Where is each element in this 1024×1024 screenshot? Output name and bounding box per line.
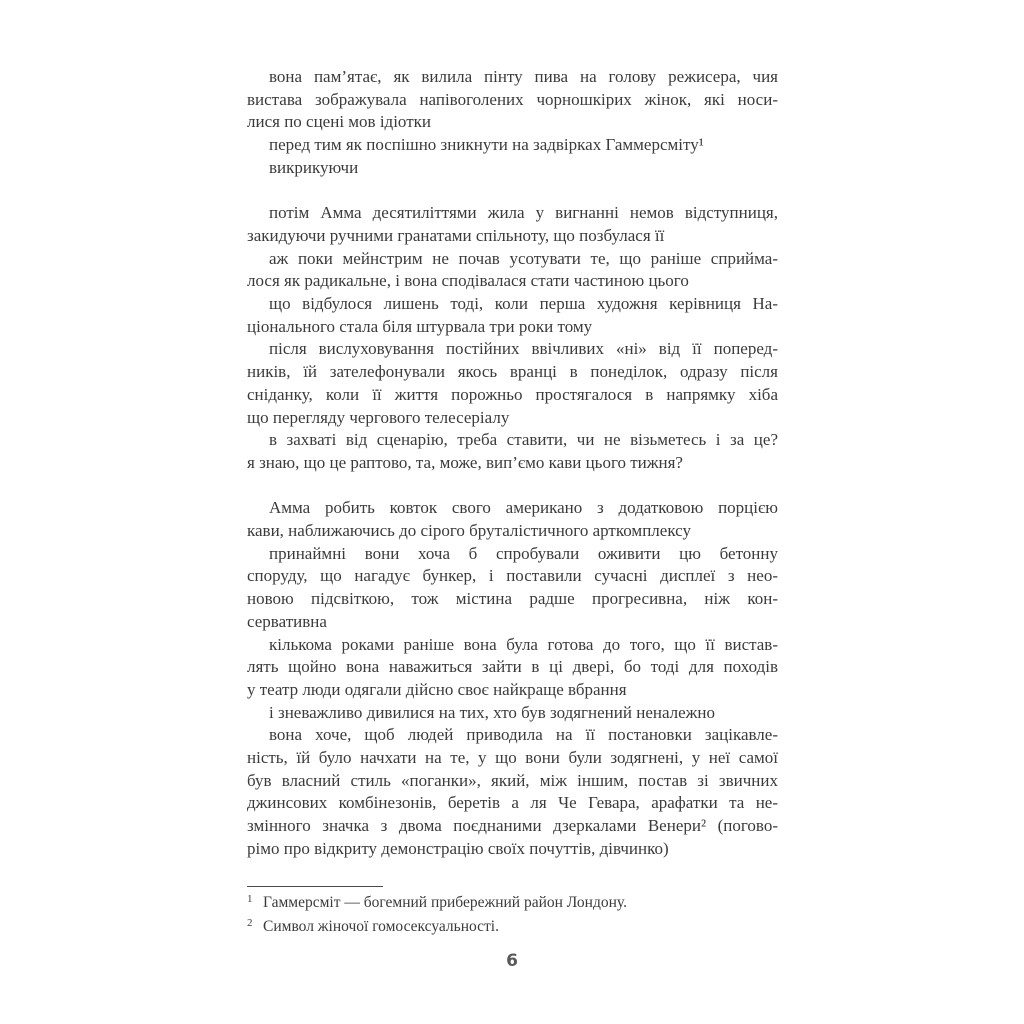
text-line: аж поки мейнстрим не почав усотувати те, що раніше сприйма- <box>269 248 778 268</box>
text-line: кількома роками раніше вона була готова до того, що її вистав- <box>269 634 778 654</box>
text-line: я знаю, що це раптово, та, може, вип’ємо кави цього тижня? <box>247 452 683 472</box>
footnote-marker: 2 <box>247 916 253 929</box>
footnote-divider <box>247 886 383 887</box>
text-line: у театр люди одягали дійсно своє найкраще вбрання <box>247 679 627 699</box>
text-line: ників, їй зателефонували якось вранці в понеділок, одразу після <box>247 362 778 382</box>
text-line: сніданку, коли її життя порожньо простягалося в напрямку хіба <box>247 384 778 404</box>
text-line: Амма робить ковток свого американо з додатковою порцією <box>269 498 778 518</box>
text-line: сервативна <box>247 611 327 631</box>
text-section <box>247 202 778 474</box>
text-line: перед тим як поспішно зникнути на задвірках Гаммерсміту¹ <box>269 135 704 155</box>
text-section <box>247 497 778 860</box>
page-number: 6 <box>506 951 518 971</box>
text-line: кави, наближаючись до сірого бруталістичного арткомплексу <box>247 521 691 541</box>
text-line: вона хоче, щоб людей приводила на її постановки зацікавле- <box>269 725 778 745</box>
footnote-list <box>247 892 778 939</box>
text-line: джинсових комбінезонів, беретів а ля Че Гевара, арафатки та не- <box>247 793 778 813</box>
text-line: був власний стиль «поганки», який, між іншим, постав зі звичних <box>247 770 778 790</box>
text-line: закидуючи ручними гранатами спільноту, що позбулася її <box>247 225 665 245</box>
footnote-marker: 1 <box>247 893 253 905</box>
text-section <box>247 66 778 180</box>
text-line: після вислуховування постійних ввічливих «ні» від її поперед- <box>269 339 778 359</box>
text-line: викрикуючи <box>269 157 359 177</box>
text-block <box>247 66 778 861</box>
text-line: вистава зображувала напівоголених чорношкірих жінок, які носи- <box>247 89 778 109</box>
text-line: що відбулося лишень тоді, коли перша художня керівниця На- <box>269 294 778 314</box>
text-line: і зневажливо дивилися на тих, хто був зодягнений неналежно <box>269 702 716 722</box>
text-line: ність, їй було начхати на те, у що вони були зодягнені, у неї самої <box>247 748 778 768</box>
text-line: ціонального стала біля штурвала три роки тому <box>247 316 593 336</box>
text-line: принаймні вони хоча б спробували оживити цю бетонну <box>269 543 778 563</box>
footnotes <box>247 886 778 939</box>
footnote-item <box>247 916 778 940</box>
text-line: лося як радикальне, і вона сподівалася стати частиною цього <box>247 271 689 291</box>
footnote-text: Символ жіночої гомосексуальності. <box>263 917 499 935</box>
text-line: потім Амма десятиліттями жила у вигнанні немов відступниця, <box>269 203 778 223</box>
footnote-text: Гаммерсміт — богемний прибережний район Лондону. <box>263 894 627 911</box>
text-line: лять щойно вона наважиться зайти в ці двері, бо тоді для походів <box>247 657 778 677</box>
text-line: змінного значка з двома поєднаними дзеркалами Венери² (погово- <box>247 816 778 836</box>
footnote-item <box>247 892 778 916</box>
text-line: споруду, що нагадує бункер, і поставили сучасні дисплеї з нео- <box>247 566 778 586</box>
text-line: в захваті від сценарію, треба ставити, чи не візьметесь і за це? <box>269 430 778 450</box>
text-line: лися по сцені мов ідіотки <box>247 112 431 132</box>
text-line: що перегляду чергового телесеріалу <box>247 407 510 427</box>
text-line: новою підсвіткою, тож містина радше прогресивна, ніж кон- <box>247 589 778 609</box>
text-line: рімо про відкриту демонстрацію своїх почуттів, дівчинко) <box>247 838 669 858</box>
text-line: вона пам’ятає, як вилила пінту пива на голову режисера, чия <box>269 67 778 86</box>
